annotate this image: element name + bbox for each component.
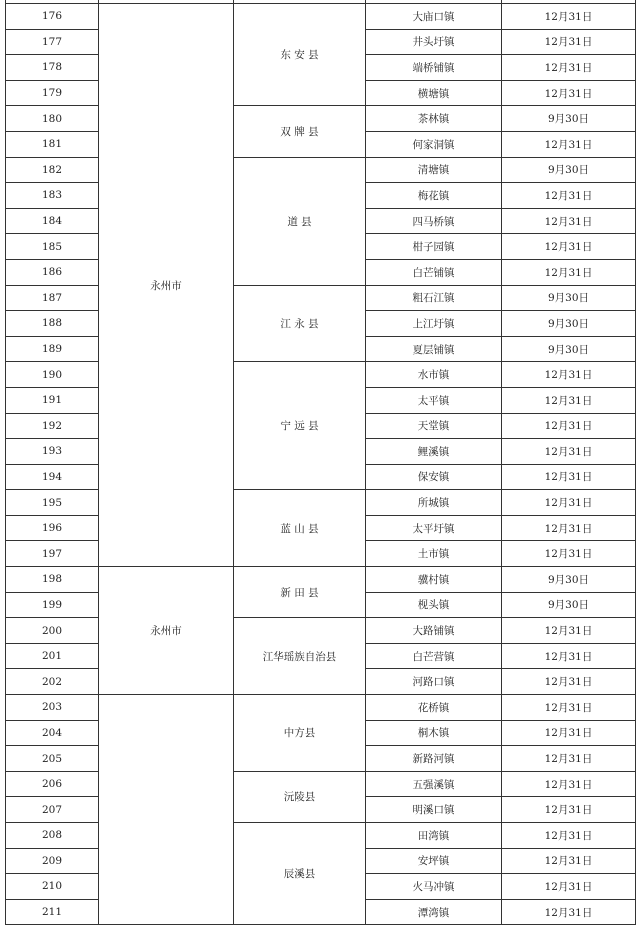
row-number: 209 [6, 848, 99, 874]
table-body [6, 0, 636, 925]
town-cell: 鲤溪镇 [366, 439, 502, 465]
town-cell: 田湾镇 [366, 823, 502, 849]
table-row [6, 4, 636, 30]
row-number: 178 [6, 55, 99, 81]
date-cell: 12月31日 [502, 4, 636, 30]
town-cell: 河路口镇 [366, 669, 502, 695]
town-cell: 枧头镇 [366, 592, 502, 618]
date-cell: 12月31日 [502, 643, 636, 669]
town-cell: 柑子园镇 [366, 234, 502, 260]
town-cell: 梅花镇 [366, 183, 502, 209]
date-cell: 9月30日 [502, 311, 636, 337]
town-cell: 何家洞镇 [366, 131, 502, 157]
row-number: 185 [6, 234, 99, 260]
row-number: 197 [6, 541, 99, 567]
row-number: 210 [6, 874, 99, 900]
county-cell: 东 安 县 [234, 4, 366, 106]
town-cell: 桐木镇 [366, 720, 502, 746]
city-cell: 永州市 [99, 4, 234, 567]
town-cell: 花桥镇 [366, 695, 502, 721]
date-cell: 12月31日 [502, 490, 636, 516]
town-cell: 茶林镇 [366, 106, 502, 132]
town-cell: 五强溪镇 [366, 771, 502, 797]
town-cell: 土市镇 [366, 541, 502, 567]
table-row [6, 695, 636, 721]
row-number: 196 [6, 515, 99, 541]
row-number: 192 [6, 413, 99, 439]
date-cell: 12月31日 [502, 618, 636, 644]
date-cell: 12月31日 [502, 259, 636, 285]
town-cell: 夏层铺镇 [366, 336, 502, 362]
date-cell: 9月30日 [502, 106, 636, 132]
town-cell: 潭湾镇 [366, 899, 502, 925]
city-cell [99, 695, 234, 925]
county-cell: 江华瑶族自治县 [234, 618, 366, 695]
county-cell: 宁 远 县 [234, 362, 366, 490]
row-number: 194 [6, 464, 99, 490]
row-number: 191 [6, 387, 99, 413]
date-cell: 9月30日 [502, 567, 636, 593]
row-number: 202 [6, 669, 99, 695]
county-cell: 新 田 县 [234, 567, 366, 618]
row-number: 206 [6, 771, 99, 797]
date-cell: 12月31日 [502, 541, 636, 567]
row-number: 190 [6, 362, 99, 388]
town-cell: 水市镇 [366, 362, 502, 388]
county-cell: 辰溪县 [234, 823, 366, 925]
date-cell: 12月31日 [502, 362, 636, 388]
city-cell: 永州市 [99, 567, 234, 695]
date-cell: 12月31日 [502, 848, 636, 874]
town-cell: 白芒营镇 [366, 643, 502, 669]
row-number: 181 [6, 131, 99, 157]
row-number: 183 [6, 183, 99, 209]
town-cell: 大路铺镇 [366, 618, 502, 644]
date-cell: 12月31日 [502, 29, 636, 55]
date-cell: 12月31日 [502, 183, 636, 209]
date-cell: 9月30日 [502, 285, 636, 311]
row-number: 200 [6, 618, 99, 644]
row-number: 180 [6, 106, 99, 132]
date-cell: 12月31日 [502, 234, 636, 260]
date-cell: 12月31日 [502, 771, 636, 797]
county-cell: 沅陵县 [234, 771, 366, 822]
date-cell: 12月31日 [502, 80, 636, 106]
county-town-deadline-table [5, 0, 636, 925]
date-cell: 12月31日 [502, 413, 636, 439]
county-cell: 江 永 县 [234, 285, 366, 362]
county-cell: 中方县 [234, 695, 366, 772]
row-number: 203 [6, 695, 99, 721]
row-number: 184 [6, 208, 99, 234]
row-number: 177 [6, 29, 99, 55]
date-cell: 12月31日 [502, 208, 636, 234]
row-number: 188 [6, 311, 99, 337]
row-number: 199 [6, 592, 99, 618]
town-cell: 安坪镇 [366, 848, 502, 874]
county-cell: 双 牌 县 [234, 106, 366, 157]
town-cell: 井头圩镇 [366, 29, 502, 55]
town-cell: 白芒铺镇 [366, 259, 502, 285]
town-cell: 太平镇 [366, 387, 502, 413]
town-cell: 所城镇 [366, 490, 502, 516]
row-number: 193 [6, 439, 99, 465]
town-cell: 保安镇 [366, 464, 502, 490]
row-number: 195 [6, 490, 99, 516]
town-cell: 天堂镇 [366, 413, 502, 439]
town-cell: 火马冲镇 [366, 874, 502, 900]
date-cell: 12月31日 [502, 439, 636, 465]
date-cell: 12月31日 [502, 797, 636, 823]
row-number: 207 [6, 797, 99, 823]
date-cell: 12月31日 [502, 899, 636, 925]
date-cell: 12月31日 [502, 464, 636, 490]
row-number: 187 [6, 285, 99, 311]
date-cell: 12月31日 [502, 387, 636, 413]
date-cell: 12月31日 [502, 131, 636, 157]
row-number: 198 [6, 567, 99, 593]
date-cell: 12月31日 [502, 874, 636, 900]
town-cell: 上江圩镇 [366, 311, 502, 337]
county-cell: 蓝 山 县 [234, 490, 366, 567]
date-cell: 9月30日 [502, 336, 636, 362]
town-cell: 四马桥镇 [366, 208, 502, 234]
date-cell: 12月31日 [502, 695, 636, 721]
town-cell: 端桥铺镇 [366, 55, 502, 81]
row-number: 208 [6, 823, 99, 849]
date-cell: 12月31日 [502, 746, 636, 772]
date-cell: 12月31日 [502, 55, 636, 81]
town-cell: 清塘镇 [366, 157, 502, 183]
date-cell: 9月30日 [502, 592, 636, 618]
row-number: 204 [6, 720, 99, 746]
county-cell: 道 县 [234, 157, 366, 285]
town-cell: 骥村镇 [366, 567, 502, 593]
town-cell: 粗石江镇 [366, 285, 502, 311]
date-cell: 12月31日 [502, 515, 636, 541]
row-number: 211 [6, 899, 99, 925]
row-number: 182 [6, 157, 99, 183]
table-row [6, 567, 636, 593]
date-cell: 12月31日 [502, 823, 636, 849]
row-number: 201 [6, 643, 99, 669]
row-number: 186 [6, 259, 99, 285]
town-cell: 横塘镇 [366, 80, 502, 106]
row-number: 176 [6, 4, 99, 30]
town-cell: 新路河镇 [366, 746, 502, 772]
town-cell: 明溪口镇 [366, 797, 502, 823]
row-number: 189 [6, 336, 99, 362]
town-cell: 太平圩镇 [366, 515, 502, 541]
date-cell: 12月31日 [502, 720, 636, 746]
date-cell: 12月31日 [502, 669, 636, 695]
town-cell: 大庙口镇 [366, 4, 502, 30]
row-number: 205 [6, 746, 99, 772]
date-cell: 9月30日 [502, 157, 636, 183]
row-number: 179 [6, 80, 99, 106]
